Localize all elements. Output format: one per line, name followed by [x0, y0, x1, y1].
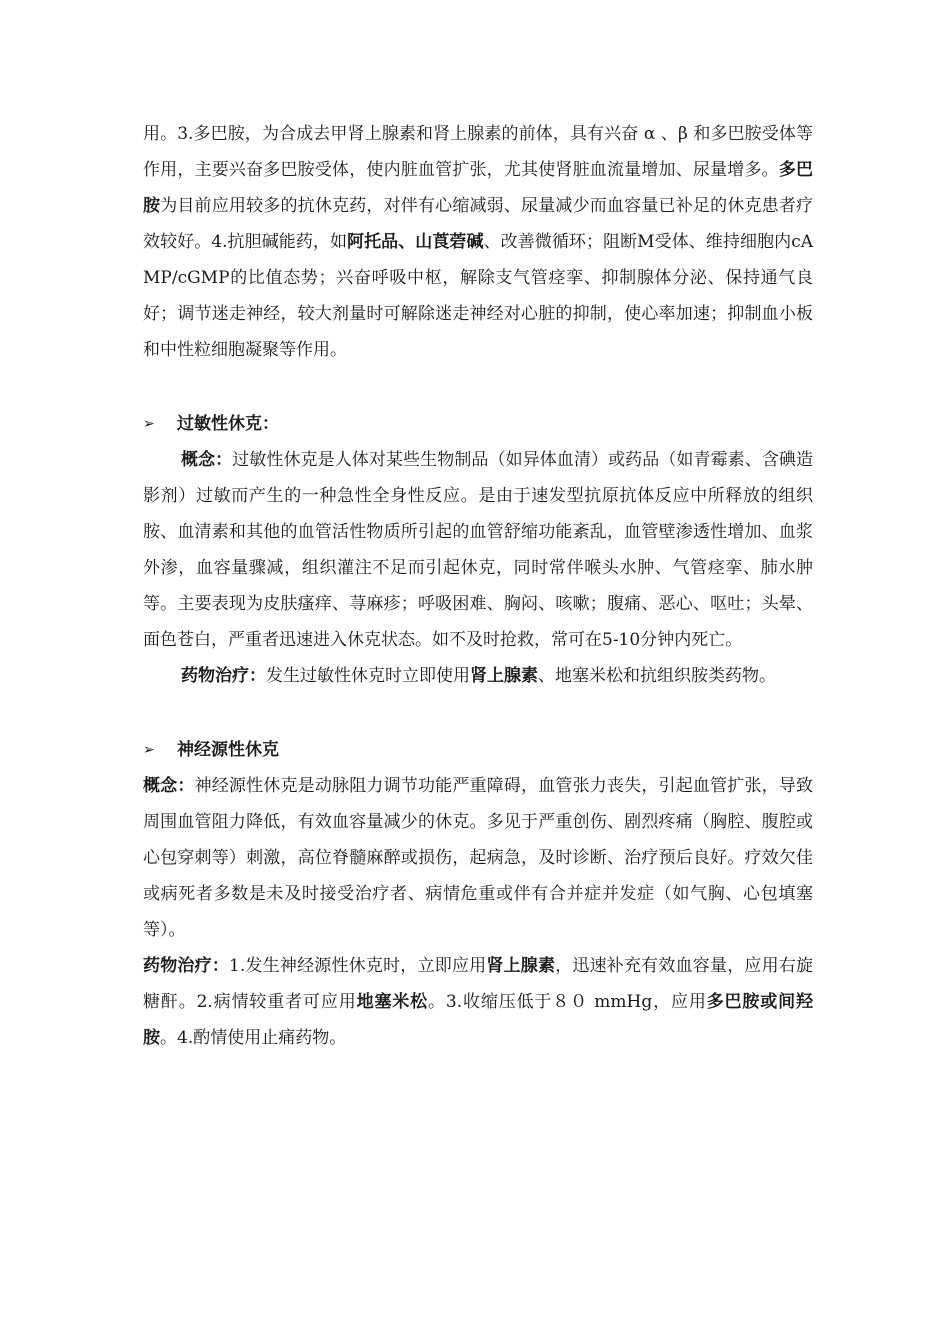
section-title: 神经源性休克 — [177, 740, 279, 760]
allergic-treatment-paragraph — [143, 658, 813, 694]
section-heading-allergic-shock — [143, 406, 813, 442]
concept-label: 概念： — [143, 776, 195, 796]
text-run: 、地塞米松和抗组织胺类药物。 — [538, 666, 776, 686]
text-run: 发生过敏性休克时立即使用 — [266, 666, 470, 686]
treatment-label: 药物治疗： — [143, 956, 230, 976]
text-run: 。4.酌情使用止痛药物。 — [160, 1028, 347, 1048]
spacer — [143, 368, 813, 406]
neuro-concept-paragraph — [143, 768, 813, 948]
text-run: 用。3.多巴胺，为合成去甲肾上腺素和肾上腺素的前体，具有兴奋 α 、β 和多巴胺受体等作用，主要兴奋多巴胺受体，使内脏血管扩张，尤其使肾脏血流量增加、尿量增多。 — [143, 124, 813, 180]
arrow-bullet-icon: ➢ — [143, 742, 155, 758]
concept-label: 概念： — [181, 450, 233, 470]
arrow-bullet-icon: ➢ — [143, 416, 155, 432]
shock-drug-paragraph — [143, 116, 813, 368]
text-run: 1.发生神经源性休克时，立即应用 — [229, 956, 487, 976]
section-heading-neurogenic-shock — [143, 732, 813, 768]
bold-drug-term: 地塞米松 — [356, 992, 429, 1012]
text-run: 、改善微循环；阻断M受体、维持细胞内cAMP/cGMP的比值态势；兴奋呼吸中枢，解除支气管痉挛、抑制腺体分泌、保持通气良好；调节迷走神经，较大剂量时可解除迷走神经对心脏的抑制，使心率加速；抑制血小板和中性粒细胞凝聚等作用。 — [143, 232, 813, 360]
bold-drug-term: 阿托品、山莨菪碱 — [347, 232, 484, 252]
bold-drug-term: 多巴胺 — [143, 160, 814, 216]
spacer — [143, 694, 813, 732]
bold-drug-term: 多巴胺或间羟胺 — [143, 992, 814, 1048]
concept-text: 过敏性休克是人体对某些生物制品（如异体血清）或药品（如青霉素、含碘造影剂）过敏而产生的一种急性全身性反应。是由于速发型抗原抗体反应中所释放的组织胺、血清素和其他的血管活性物质所引起的血管舒缩功能紊乱，血管壁渗透性增加、血浆外渗，血容量骤减，组织灌注不足而引起休克，同时常伴喉头水肿、气管痉挛、肺水肿等。主要表现为皮肤瘙痒、荨麻疹；呼吸困难、胸闷、咳嗽；腹痛、恶心、呕吐；头晕、面色苍白，严重者迅速进入休克状态。如不及时抢救，常可在5-10分钟内死亡。 — [143, 450, 813, 650]
text-run: 为目前应用较多的抗休克药，对伴有心缩减弱、尿量减少而血容量已补足的休克患者疗效较好。4.抗胆碱能药，如 — [143, 196, 814, 252]
treatment-text — [266, 666, 776, 686]
concept-text: 神经源性休克是动脉阻力调节功能严重障碍，血管张力丧失，引起血管扩张，导致周围血管阻力降低，有效血容量减少的休克。多见于严重创伤、剧烈疼痛（胸腔、腹腔或心包穿刺等）刺激，高位脊髓麻醉或损伤，起病急，及时诊断、治疗预后良好。疗效欠佳或病死者多数是未及时接受治疗者、病情危重或伴有合并症并发症（如气胸、心包填塞等）。 — [143, 776, 814, 940]
treatment-text — [143, 956, 813, 1048]
text-run: 。3.收缩压低于８０ mmHg，应用 — [428, 992, 707, 1012]
section-title: 过敏性休克： — [177, 414, 279, 434]
bold-drug-term: 肾上腺素 — [486, 956, 556, 976]
treatment-label: 药物治疗： — [181, 666, 266, 686]
allergic-concept-paragraph — [143, 442, 813, 658]
bold-drug-term: 肾上腺素 — [470, 666, 538, 686]
document-page — [143, 116, 813, 1056]
text-run: ，迅速补充有效血容量，应用右旋糖酐。2.病情较重者可应用 — [143, 956, 814, 1012]
neuro-treatment-paragraph — [143, 948, 813, 1056]
